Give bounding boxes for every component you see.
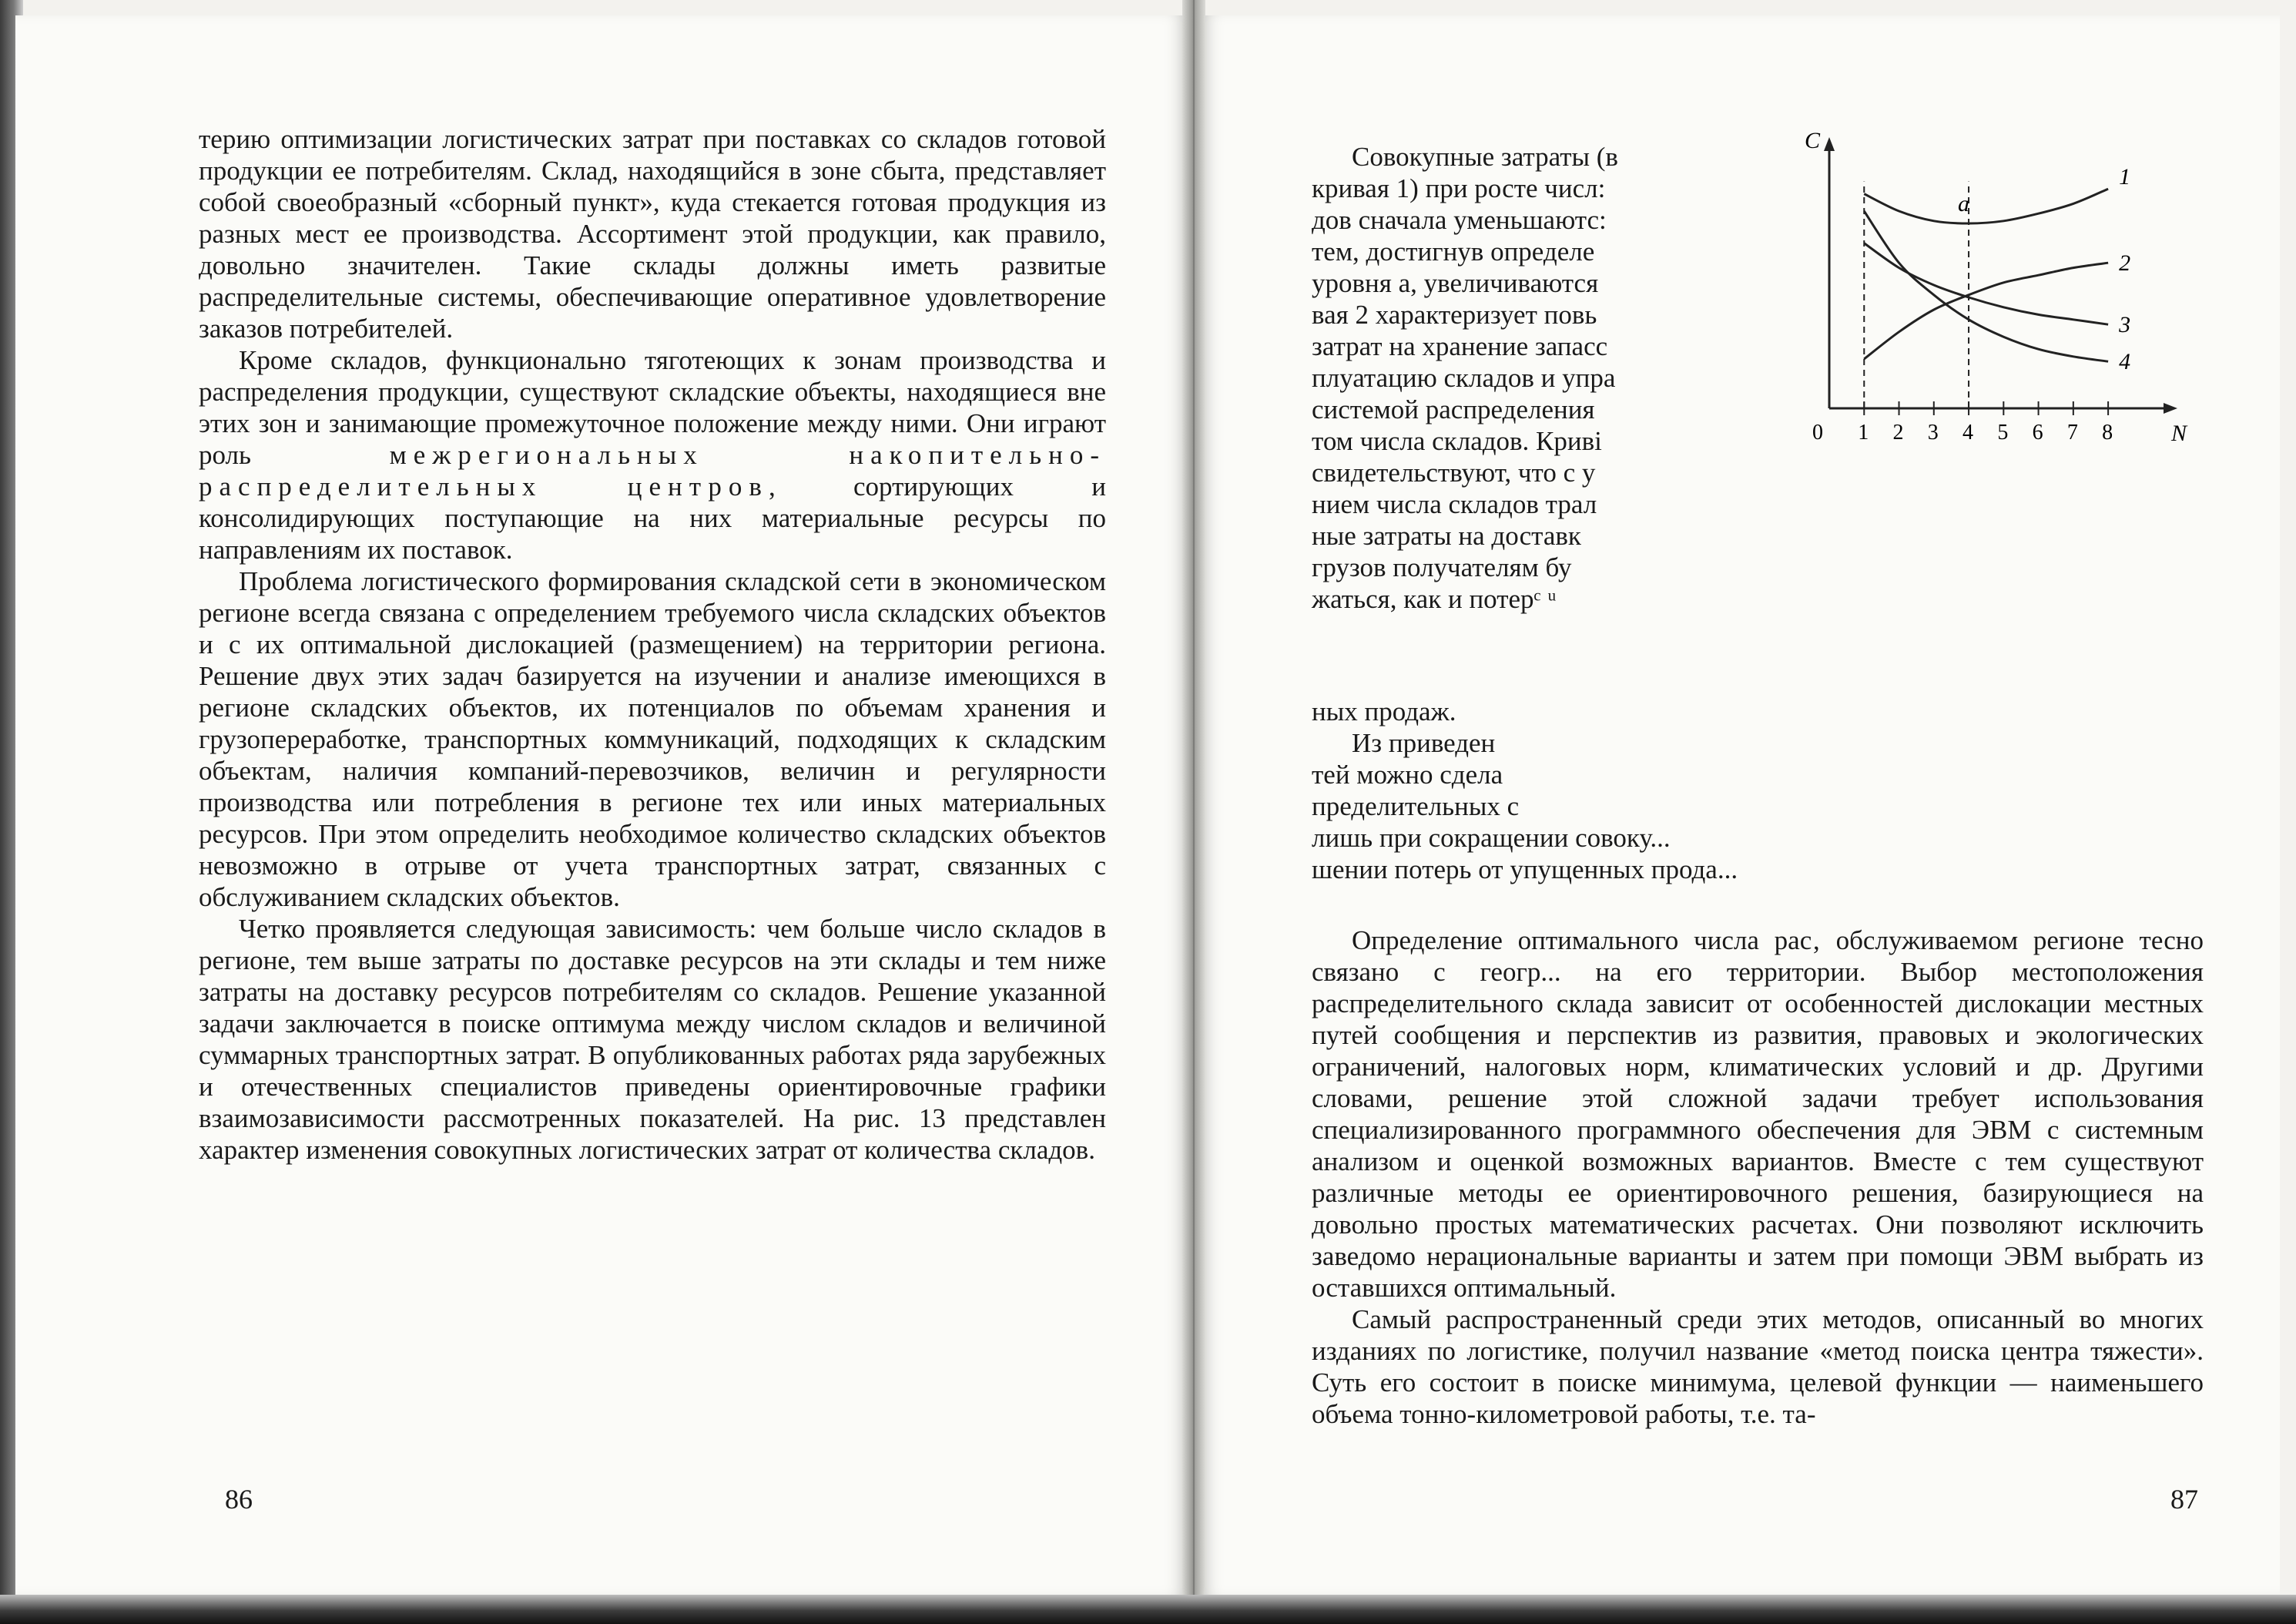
left-page-text xyxy=(199,123,1106,1166)
text-line: уровня a, увеличиваются xyxy=(1312,268,1599,298)
series-label-3: 3 xyxy=(2119,312,2131,338)
paragraph-text: Кроме складов, функционально тяготеющих к зонам производства и распределения продукции, существуют складские объекты, находящиеся вне этих зон и занимающие промежуточное положение между ними. Они играют роль xyxy=(199,345,1106,470)
y-axis-arrow xyxy=(1824,137,1835,151)
paragraph: Определение оптимального числа рас‚ обслуживаемом регионе тесно связано с геогр... на его территории. Выбор местоположения распределительного склада зависит от особенностей дислокации местных путей сообщения и перспектив из развития, правовых и экологических ограничений, налоговых норм, климатических условий и др. Другими словами, решение этой сложной задачи требует использования специализированного программного обеспечения для ЭВМ с системным анализом и оценкой возможных вариантов. Вместе с тем существуют различные методы ее ориентировочного решения, базирующиеся на довольно простых математических расчетах. Они позволяют исключить заведомо нерациональные варианты и затем при помощи ЭВМ выбрать из оставшихся оптимальный. xyxy=(1312,925,2204,1303)
series-label-2: 2 xyxy=(2119,250,2131,277)
y-axis-label: C xyxy=(1805,128,1821,153)
text-line: лишь при сокращении совоку... xyxy=(1312,823,1671,853)
x-tick-label: 3 xyxy=(1927,421,1939,445)
book-gutter xyxy=(1182,0,1205,1624)
page-number: 86 xyxy=(225,1484,253,1515)
text-line: плуатацию складов и упра xyxy=(1312,363,1616,393)
text-line: свидетельствуют, что с у xyxy=(1312,458,1596,488)
text-line: шении потерь от упущенных прода... xyxy=(1312,854,1738,884)
x-tick-label: 6 xyxy=(2032,421,2043,445)
right-page-text xyxy=(1312,924,2204,1430)
series-label-4: 4 xyxy=(2119,349,2131,375)
series-line-3 xyxy=(1864,243,2108,325)
text-line: Совокупные затраты (в xyxy=(1352,142,1618,172)
x-tick-label: 2 xyxy=(1892,421,1904,445)
text-line: ные затраты на доставк xyxy=(1312,521,1581,551)
paragraph: Проблема логистического формирования складской сети в экономическом регионе всегда связана с определением требуемого числа складских объектов и с их оптимальной дислокацией (размещением) на территории региона. Решение двух этих задач базируется на изучении и анализе имеющихся в регионе складских объектов, их потенциалов по объемам хранения и грузопереработке, транспортных коммуникаций, подходящих к складским объектам, наличия компаний-перевозчиков, величин и регулярности производства или потребления в регионе тех или иных материальных ресурсов. При этом определить необходимое количество складских объектов невозможно в отрыве от учета транспортных затрат, связанных с обслуживанием складских объектов. xyxy=(199,566,1106,912)
text-line: вая 2 характеризует повь xyxy=(1312,300,1597,330)
x-tick-label: 5 xyxy=(1997,421,2009,445)
paragraph: терию оптимизации логистических затрат при поставках со складов готовой продукции ее потребителям. Склад, находящийся в зоне сбыта, представляет собой своеобразный «сборный пункт», куда стекается готовая продукция из разных мест ее производства. Ассортимент этой продукции, как правило, довольно значителен. Такие склады должны иметь развитые распределительные системы, обеспечивающие оперативное удовлетворение заказов потребителей. xyxy=(199,124,1106,344)
series-line-1 xyxy=(1864,189,2108,223)
x-tick-label: 1 xyxy=(1858,421,1869,445)
text-line: Из приведен xyxy=(1352,728,1496,758)
page-number: 87 xyxy=(2170,1484,2198,1515)
text-line: дов сначала уменьшаютс: xyxy=(1312,205,1607,235)
x-tick-label: 7 xyxy=(2066,421,2078,445)
emphasized-term: межрегиональных накопительно-распределительных центров xyxy=(199,440,1106,502)
text-line: нием числа складов трал xyxy=(1312,489,1597,519)
minimum-point-label: a xyxy=(1958,191,1970,216)
text-line: системой распределения xyxy=(1312,394,1595,424)
figure-side-text xyxy=(1312,141,1697,696)
obscured-text-block xyxy=(1312,696,1805,885)
series-line-4 xyxy=(1864,211,2108,361)
x-tick-label: 4 xyxy=(1962,421,1974,445)
paragraph-text: , сортирующих и консолидирующих поступающие на них материальные ресурсы по направлениям их поставок. xyxy=(199,471,1106,565)
text-line: грузов получателям бу xyxy=(1312,552,1572,582)
text-line: тей можно сдела xyxy=(1312,760,1503,790)
text-line: кривая 1) при росте числ: xyxy=(1312,173,1606,203)
paragraph xyxy=(199,344,1106,565)
text-line: тем, достигнув определе xyxy=(1312,237,1595,267)
paragraph: Самый распространенный среди этих методов, описанный во многих изданиях по логистике, получил название «метод поиска центра тяжести». Суть его состоит в поиске минимума, целевой функции — наименьшего объема тонно-километровой работы, т.е. та- xyxy=(1312,1304,2204,1429)
x-tick-label: 8 xyxy=(2102,421,2113,445)
x-axis-label: N xyxy=(2171,421,2187,446)
book-edge-bottom xyxy=(0,1595,2296,1624)
paragraph: Четко проявляется следующая зависимость: чем больше число складов в регионе, тем выше затраты по доставке ресурсов на эти склады и тем ниже затраты на доставку ресурсов потребителям со складов. Решение указанной задачи заключается в поиске оптимума между числом складов и величиной суммарных транспортных затрат. В опубликованных работах ряда зарубежных и отечественных специалистов приведены ориентировочные графики взаимозависимости рассмотренных показателей. На рис. 13 представлен характер изменения совокупных логистических затрат от количества складов. xyxy=(199,914,1106,1165)
series-label-1: 1 xyxy=(2119,164,2131,190)
chart-series xyxy=(1864,182,2108,408)
x-tick-label: 0 xyxy=(1812,421,1823,445)
chart-labels xyxy=(1805,128,2188,446)
text-line: пределительных с xyxy=(1312,791,1520,821)
text-line: ных продаж. xyxy=(1312,696,1456,726)
text-line: жаться, как и потерᶜ ᵘ xyxy=(1312,584,1557,614)
x-axis-arrow xyxy=(2164,403,2177,414)
text-line: затрат на хранение запасс xyxy=(1312,331,1608,361)
text-line: том числа складов. Криві xyxy=(1312,426,1602,456)
series-line-2 xyxy=(1864,263,2108,359)
cost-curves-chart xyxy=(1783,128,2187,447)
